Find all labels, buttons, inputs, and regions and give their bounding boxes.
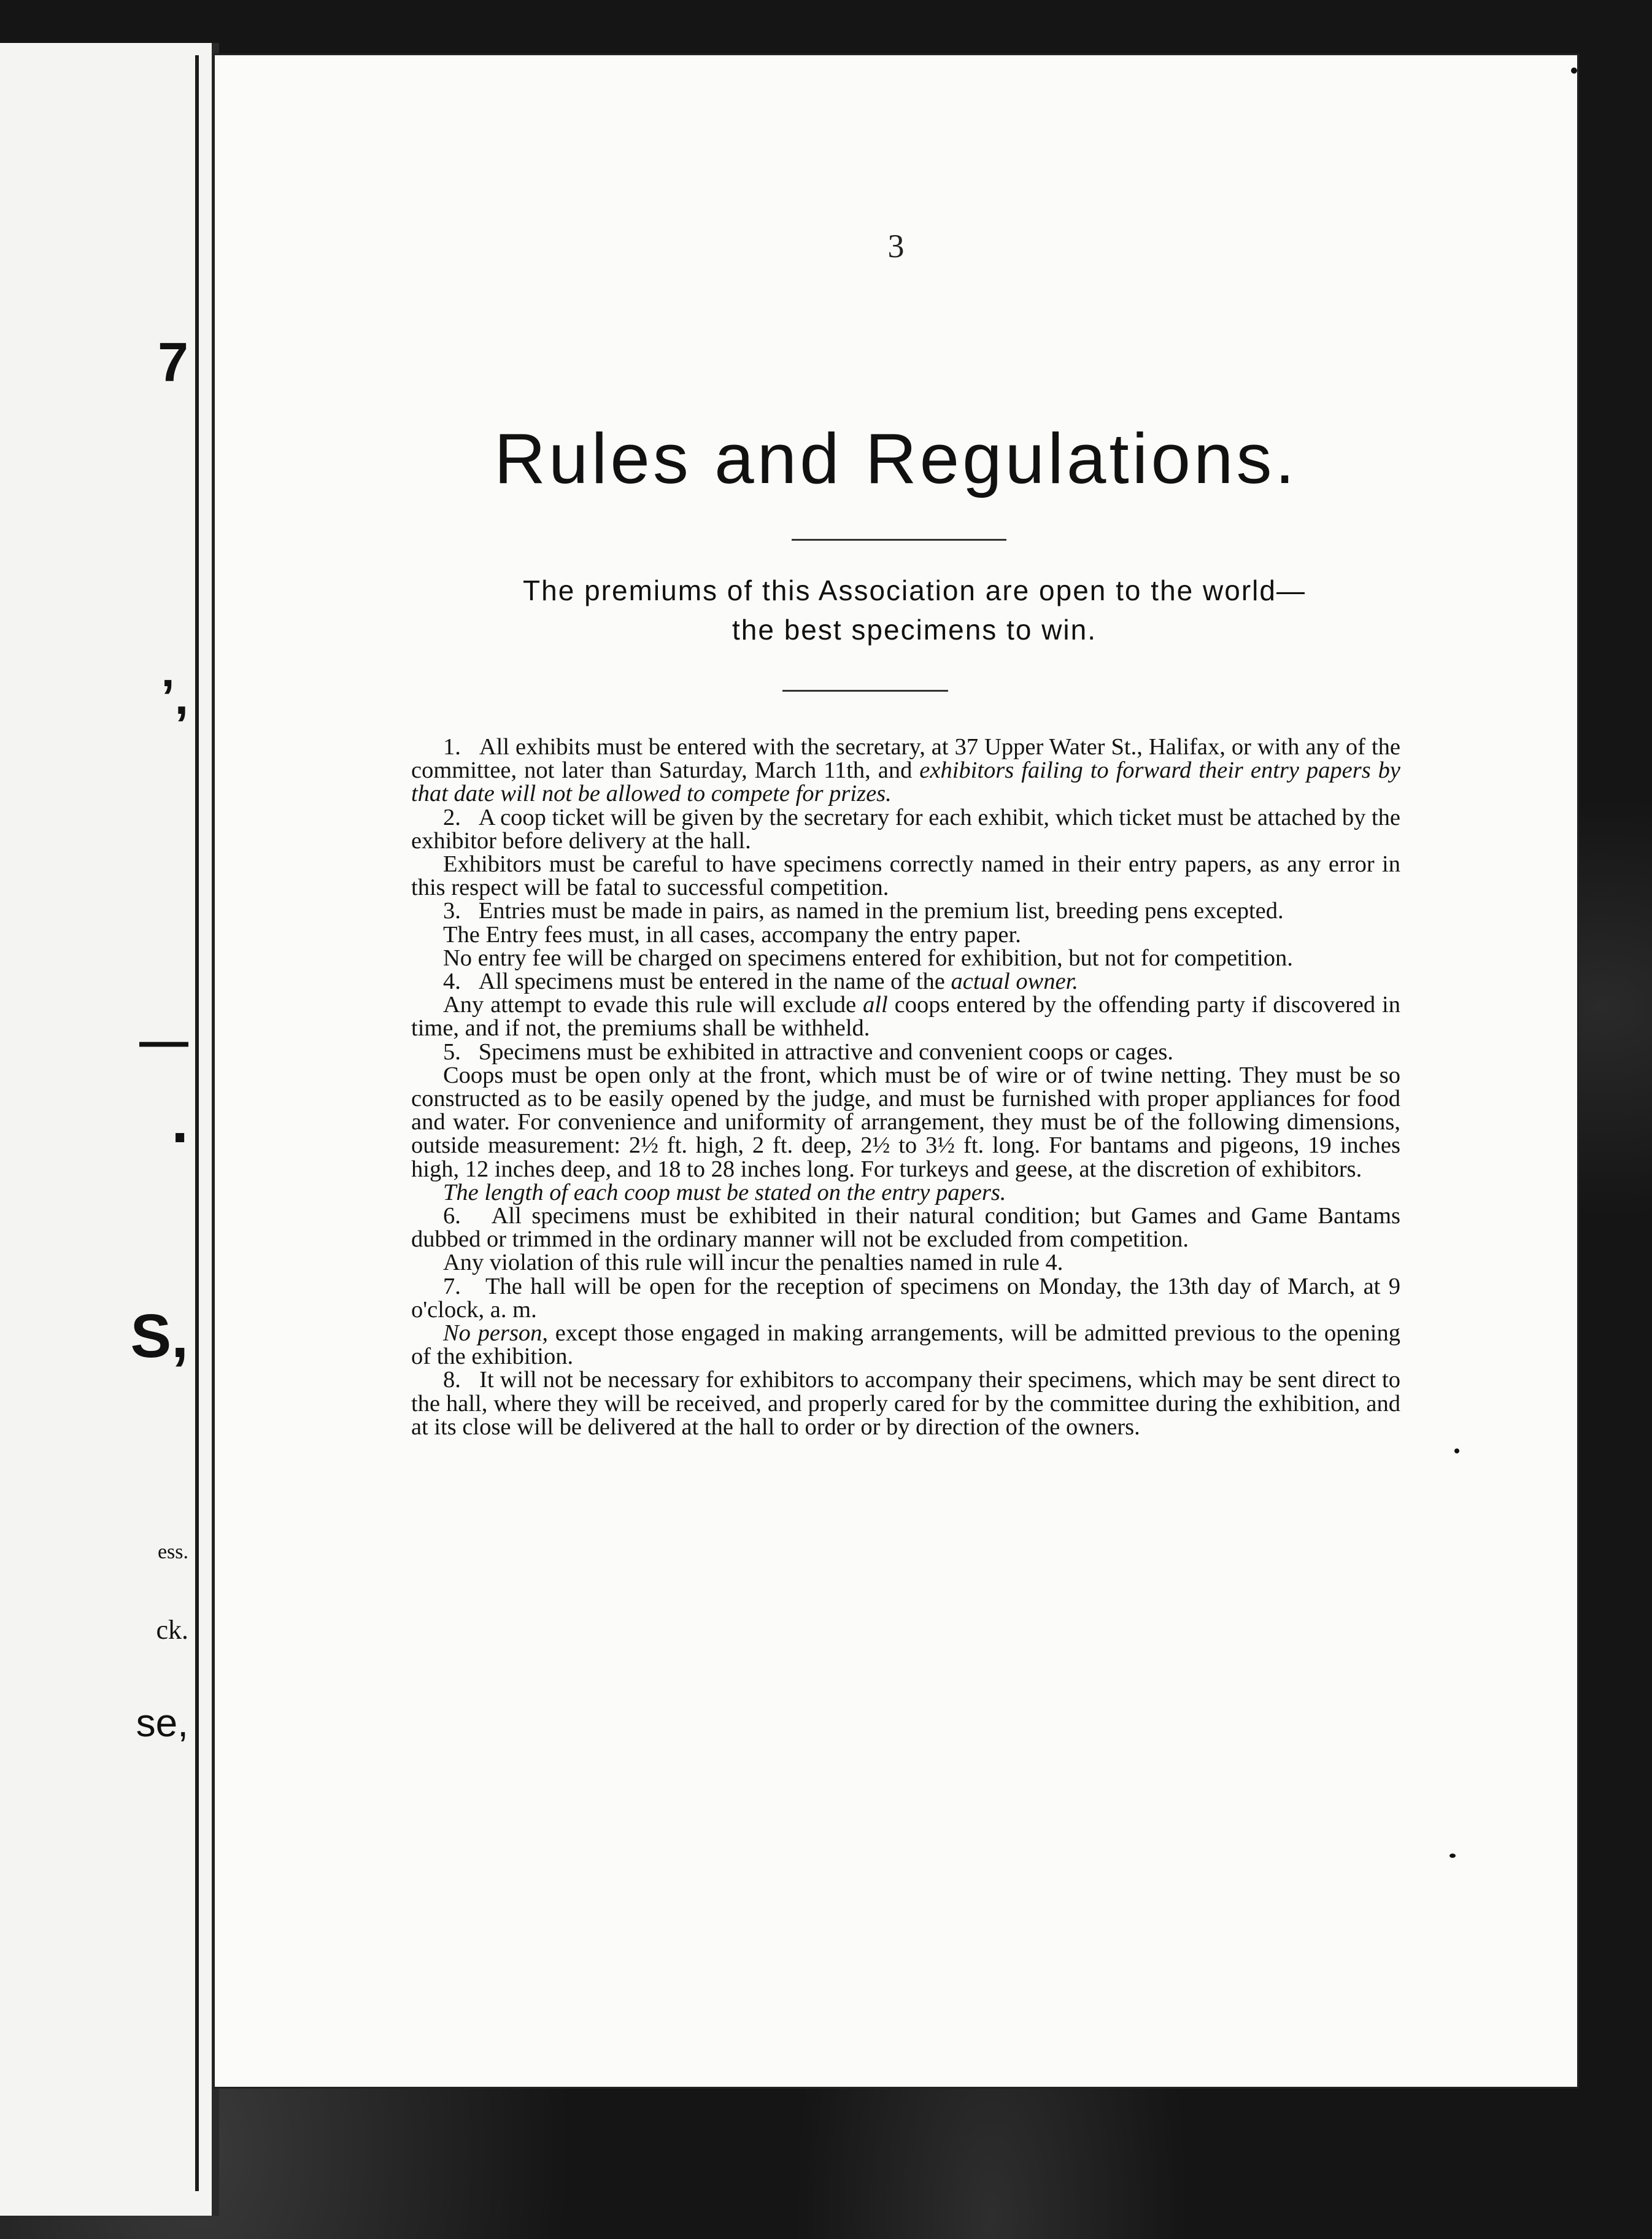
- scan-speck: [1449, 1854, 1456, 1858]
- page-number: 3: [887, 228, 905, 265]
- divider: [782, 690, 948, 692]
- rule-paragraph: Exhibitors must be careful to have specimens correctly named in their entry papers, as any error in this respect will be fatal to successful competition.: [411, 851, 1400, 901]
- page-spine: [195, 55, 199, 2191]
- left-fragment: se,: [136, 1701, 188, 1745]
- rule-paragraph: 2. A coop ticket will be given by the secretary for each exhibit, which ticket must be attached by the exhibitor before delivery at the hall.: [411, 804, 1400, 854]
- page-title: Rules and Regulations.: [494, 419, 1298, 498]
- left-fragment: ess.: [157, 1541, 188, 1563]
- rule-paragraph: The length of each coop must be stated on the entry papers.: [443, 1179, 1006, 1205]
- rule-paragraph: 8. It will not be necessary for exhibitors to accompany their specimens, which may be sent direct to the hall, where they will be received, and properly cared for by the committee during the exhibition, and at its close will be delivered at the hall to order or by direction of the owners.: [411, 1367, 1400, 1440]
- rule-paragraph: No entry fee will be charged on specimens entered for exhibition, but not for competition.: [443, 945, 1293, 971]
- document-page: [215, 55, 1577, 2087]
- rule-paragraph: 4. All specimens must be entered in the name of the actual owner.: [443, 969, 1078, 995]
- rule-paragraph: Coops must be open only at the front, which must be of wire or of twine netting. They must be so constructed as to be easily opened by the judge, and must be furnished with proper appliances for food and water. For convenience and uniformity of arrangement, they must be of the following dimensions, outside measurement: 2½ ft. high, 2 ft. deep, 2½ to 3½ ft. long. For bantams and pigeons, 19 inches high, 12 inches deep, and 18 to 28 inches long. For turkeys and geese, at the discretion of exhibitors.: [411, 1062, 1400, 1182]
- left-fragment: —: [139, 1013, 188, 1068]
- left-fragment: S,: [130, 1302, 188, 1371]
- left-page-edge: [0, 43, 219, 2216]
- rule-paragraph: 6. All specimens must be exhibited in their natural condition; but Games and Game Bantams dubbed or trimmed in the ordinary manner will not be excluded from competition.: [411, 1203, 1400, 1253]
- rule-paragraph: 7. The hall will be open for the reception of specimens on Monday, the 13th day of March, at 9 o'clock, a. m.: [411, 1273, 1400, 1323]
- left-fragment: ck.: [156, 1615, 188, 1645]
- rule-paragraph: 3. Entries must be made in pairs, as named in the premium list, breeding pens excepted.: [443, 898, 1284, 924]
- left-fragment: 7: [157, 332, 188, 393]
- subtitle-line: The premiums of this Association are open to the world—: [523, 574, 1306, 606]
- rule-paragraph: 5. Specimens must be exhibited in attractive and convenient coops or cages.: [443, 1038, 1173, 1065]
- rule-paragraph: Any attempt to evade this rule will exclude all coops entered by the offending party if discovered in time, and if not, the premiums shall be withheld.: [411, 992, 1401, 1042]
- rules-body: [411, 735, 1400, 1439]
- subtitle: [393, 571, 1436, 649]
- divider: [792, 539, 1006, 541]
- rule-paragraph: No person, except those engaged in making arrangements, will be admitted previous to the opening of the exhibition.: [411, 1320, 1401, 1370]
- rule-paragraph: The Entry fees must, in all cases, accompany the entry paper.: [443, 921, 1021, 948]
- scan-speck: [1571, 68, 1577, 74]
- subtitle-line: the best specimens to win.: [731, 614, 1097, 646]
- rule-paragraph: Any violation of this rule will incur the penalties named in rule 4.: [443, 1250, 1063, 1276]
- rule-paragraph: 1. All exhibits must be entered with the secretary, at 37 Upper Water St., Halifax, or with any of the committee, not later than Saturday, March 11th, and exhibitors failing to forward their entry papers by that date will not be allowed to compete for prizes.: [411, 734, 1401, 807]
- scan-speck: [1454, 1448, 1459, 1453]
- left-fragment: ’,: [161, 670, 188, 724]
- left-fragment: .: [171, 1087, 188, 1156]
